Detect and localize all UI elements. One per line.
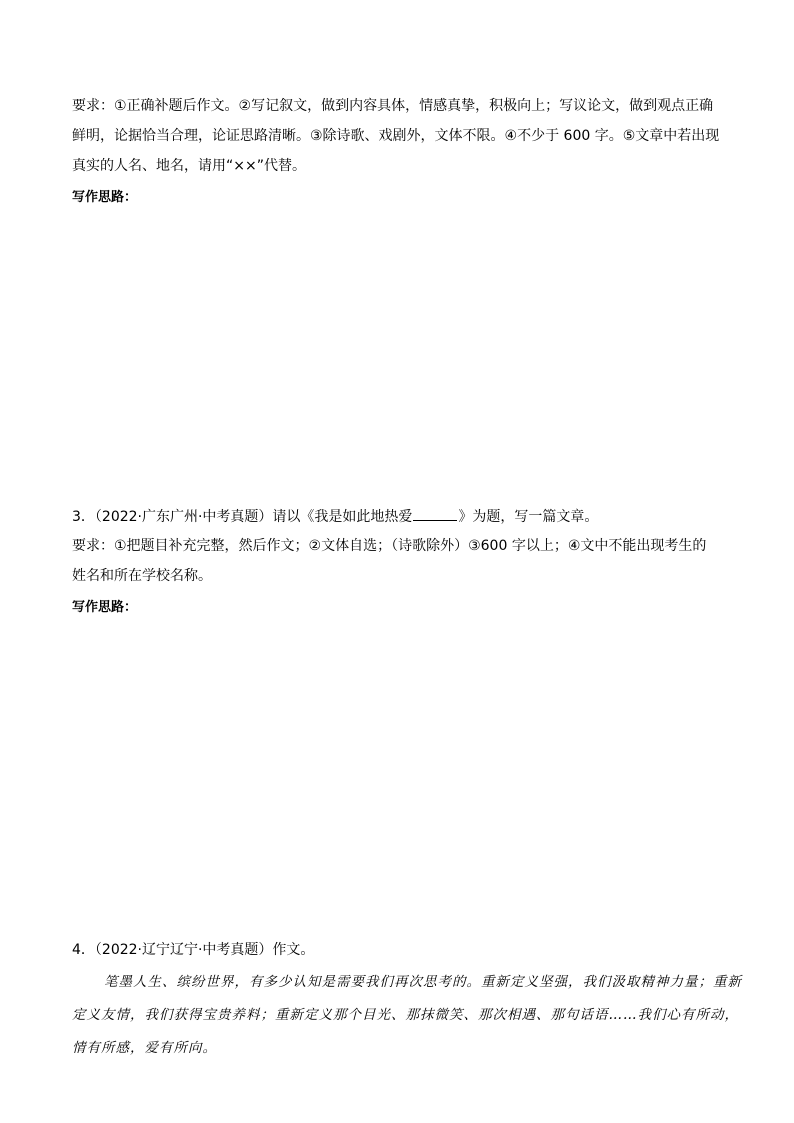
q3-prompt-before-blank: 3．（2022·广东广州·中考真题）请以《我是如此地热爱 bbox=[72, 509, 413, 525]
q3-requirement-line-2: 姓名和所在学校名称。 bbox=[72, 568, 212, 584]
q3-title-blank bbox=[413, 506, 457, 521]
q4-passage-line-2: 定义友情，我们获得宝贵养料；重新定义那个目光、那抹微笑、那次相遇、那句话语……我们心有所动， bbox=[72, 1007, 739, 1023]
q4-prompt: 4．（2022·辽宁辽宁·中考真题）作文。 bbox=[72, 942, 315, 958]
q2-requirement-line-3: 真实的人名、地名，请用“××”代替。 bbox=[72, 158, 306, 174]
q2-writing-thinking-label: 写作思路： bbox=[72, 190, 138, 205]
q4-passage-line-1: 笔墨人生、缤纷世界，有多少认知是需要我们再次思考的。重新定义坚强，我们汲取精神力量；重新 bbox=[104, 974, 742, 990]
q3-prompt bbox=[72, 506, 598, 527]
q3-writing-thinking-label: 写作思路： bbox=[72, 600, 138, 615]
q3-prompt-after-blank: 》为题，写一篇文章。 bbox=[458, 509, 599, 525]
q3-requirement-line-1: 要求：①把题目补充完整，然后作文；②文体自选；（诗歌除外）③600 字以上；④文中不能出现考生的 bbox=[72, 538, 707, 554]
q2-requirement-line-1: 要求：①正确补题后作文。②写记叙文，做到内容具体，情感真挚，积极向上；写议论文，做到观点正确 bbox=[72, 98, 714, 114]
q4-passage-line-3: 情有所感，爱有所向。 bbox=[72, 1040, 217, 1056]
q2-requirement-line-2: 鲜明，论据恰当合理，论证思路清晰。③除诗歌、戏剧外，文体不限。④不少于 600 字。⑤文章中若出现 bbox=[72, 128, 720, 144]
